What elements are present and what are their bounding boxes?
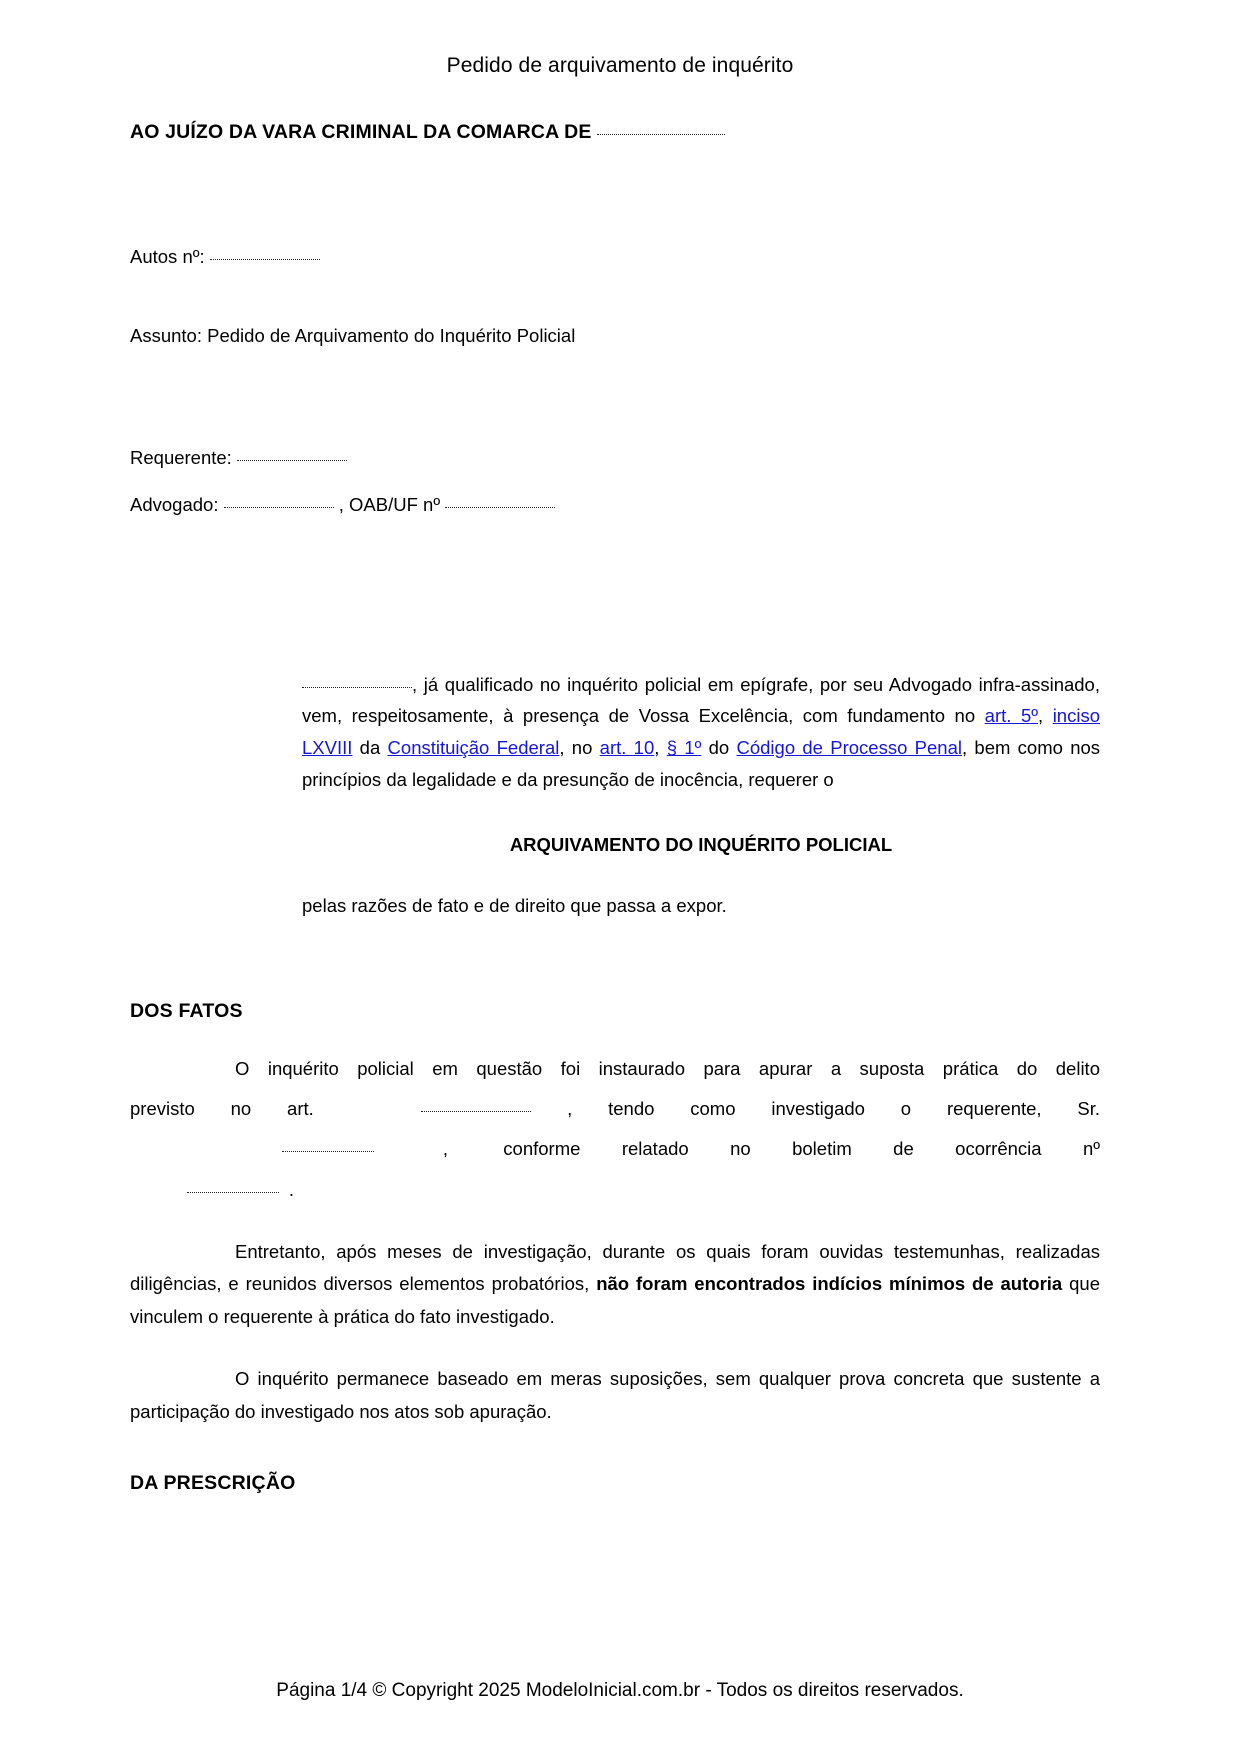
fatos-p1-art: art.: [287, 1097, 314, 1119]
fatos-p3-text: O inquérito permanece baseado em meras suposições, sem qualquer prova concreta que sustente a participação do investigado nos atos sob apuração.: [130, 1368, 1100, 1422]
autos-field-row: [130, 244, 1100, 271]
link-art-5[interactable]: art. 5º: [984, 705, 1038, 727]
fatos-p1-l3-comma: ,: [442, 1138, 449, 1160]
advogado-blank-field[interactable]: [224, 507, 334, 508]
qualificado-blank-field[interactable]: [302, 687, 412, 688]
fatos-p1-relatado: relatado: [621, 1138, 689, 1160]
advogado-field-row: [130, 492, 1100, 519]
fatos-p1-boletim: boletim: [792, 1138, 852, 1160]
fatos-p1-sr: Sr.: [1077, 1097, 1101, 1119]
oab-blank-field[interactable]: [445, 507, 555, 508]
page-footer: Página 1/4 © Copyright 2025 ModeloInicial.com.br - Todos os direitos reservados.: [276, 1680, 964, 1701]
fatos-p1-conforme: conforme: [503, 1138, 581, 1160]
requerente-field-row: [130, 445, 1100, 472]
intro-sep-2: da: [352, 737, 388, 759]
fatos-p1-investigado: investigado: [771, 1097, 865, 1119]
section-heading-da-prescricao: DA PRESCRIÇÃO: [130, 1471, 296, 1494]
intro-block: [302, 669, 1100, 922]
fatos-paragraph-1-line-3: [130, 1133, 1100, 1165]
link-constituicao-federal[interactable]: Constituição Federal: [387, 737, 560, 759]
fatos-paragraph-1-line-2: [130, 1093, 1100, 1125]
section-heading-dos-fatos: DOS FATOS: [130, 999, 243, 1022]
fatos-p1-previsto: previsto: [130, 1097, 195, 1119]
fatos-paragraph-1-line-4: [130, 1174, 1100, 1206]
addressee-heading: [130, 121, 1100, 144]
link-art-10[interactable]: art. 10: [599, 737, 655, 759]
intro-paragraph: [302, 669, 1100, 796]
request-tail-paragraph: pelas razões de fato e de direito que passa a expor.: [302, 894, 727, 916]
intro-sep-1: ,: [1038, 705, 1053, 727]
advogado-label: Advogado:: [130, 493, 219, 515]
fatos-paragraph-2: [130, 1236, 1100, 1333]
fatos-paragraph-1-line-1: [130, 1053, 1100, 1085]
fatos-p1-de: de: [893, 1138, 914, 1160]
intro-sep-3: , no: [559, 737, 600, 759]
fatos-p1-o: o: [900, 1097, 912, 1119]
addressee-text: AO JUÍZO DA VARA CRIMINAL DA COMARCA DE: [130, 121, 592, 144]
oab-label: , OAB/UF nº: [338, 493, 441, 515]
fatos-p1-comma: ,: [567, 1097, 573, 1119]
intro-text-2: , bem como nos princípios da legalidade e da presunção de inocência, requerer o: [302, 737, 1101, 790]
autos-blank-field[interactable]: [210, 259, 320, 260]
fatos-p2-before-bold: Entretanto, após meses de investigação, durante os quais foram ouvidas testemunhas, realizadas diligências, e reunidos diversos elementos probatórios,: [130, 1241, 1100, 1295]
fatos-p1-line1: O inquérito policial em questão foi instaurado para apurar a suposta prática do delito: [235, 1057, 1100, 1079]
fatos-p1-tendo: tendo: [608, 1097, 655, 1119]
link-codigo-processo-penal[interactable]: Código de Processo Penal: [736, 737, 962, 759]
fatos-paragraph-3: [130, 1363, 1100, 1428]
fatos-p1-numero: nº: [1082, 1138, 1101, 1160]
investigado-nome-blank-field[interactable]: [282, 1151, 374, 1152]
fatos-p1-como: como: [690, 1097, 736, 1119]
fatos-p1-no2: no: [730, 1138, 751, 1160]
intro-sep-4: ,: [654, 737, 667, 759]
fatos-p1-ocorrencia: ocorrência: [955, 1138, 1042, 1160]
autos-label: Autos nº:: [130, 246, 205, 268]
artigo-blank-field[interactable]: [421, 1111, 531, 1112]
requerente-blank-field[interactable]: [237, 460, 347, 461]
intro-text-1: , já qualificado no inquérito policial em epígrafe, por seu Advogado infra-assinado, vem, respeitosamente, à presença de Vossa Excelência, com fundamento no: [302, 673, 1100, 727]
request-heading: ARQUIVAMENTO DO INQUÉRITO POLICIAL: [509, 833, 893, 855]
intro-sep-5: do: [701, 737, 737, 759]
comarca-blank-field[interactable]: [597, 134, 725, 135]
fatos-p1-period: .: [288, 1178, 294, 1200]
fatos-p1-no: no: [230, 1097, 252, 1119]
link-inciso-lxviii[interactable]: inciso LXVIII: [302, 705, 1100, 759]
assunto-text: Assunto: Pedido de Arquivamento do Inquérito Policial: [130, 325, 576, 347]
link-paragrafo-1[interactable]: § 1º: [666, 737, 702, 759]
fatos-p2-after-bold: que vinculem o requerente à prática do fato investigado.: [130, 1273, 1100, 1327]
page-title: Pedido de arquivamento de inquérito: [446, 54, 794, 77]
requerente-label: Requerente:: [130, 446, 232, 468]
assunto-row: [130, 323, 1100, 350]
fatos-p1-requerente: requerente,: [946, 1097, 1042, 1119]
fatos-p2-bold: não foram encontrados indícios mínimos de autoria: [596, 1273, 1063, 1295]
boletim-numero-blank-field[interactable]: [187, 1192, 279, 1193]
document-body: [0, 121, 1240, 1495]
